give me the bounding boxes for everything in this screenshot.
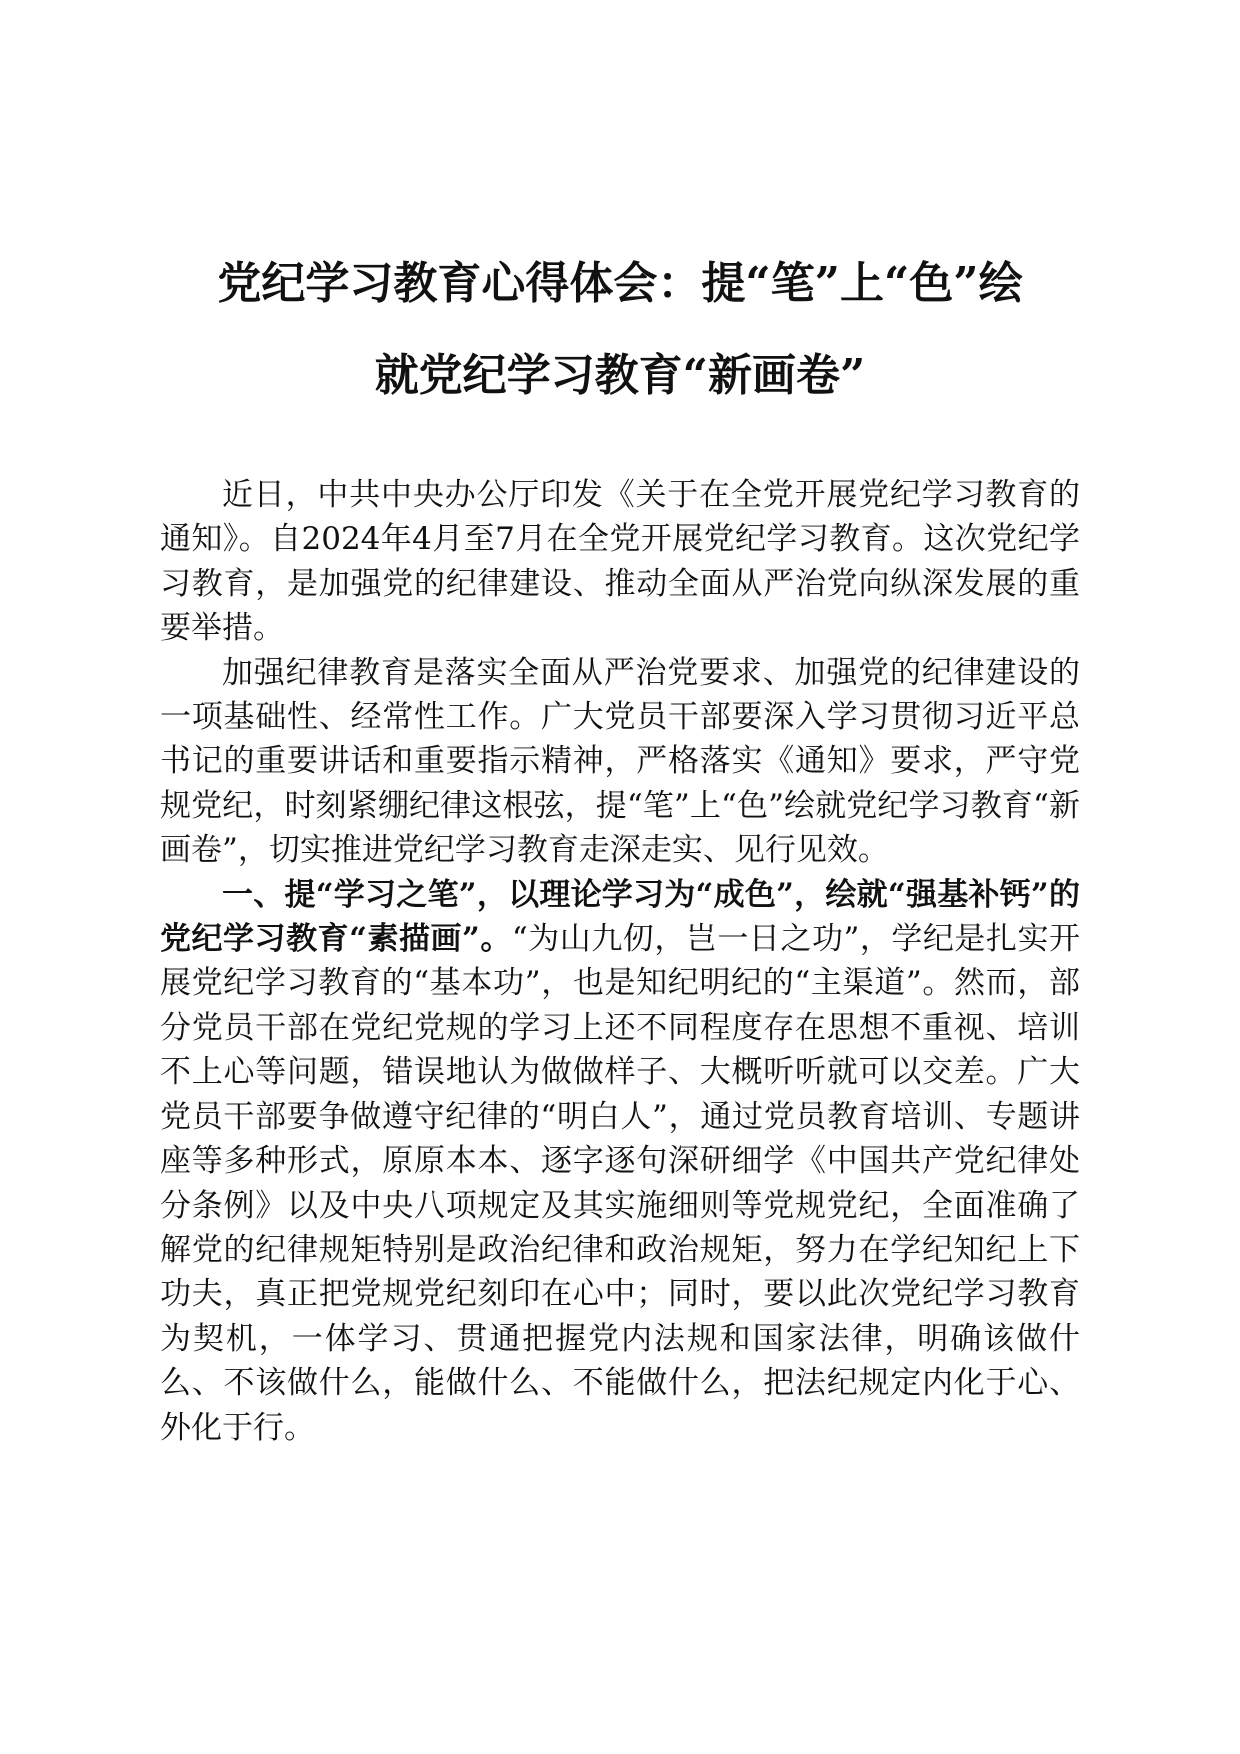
document-body: [160, 473, 1080, 1450]
paragraph-discipline-education: [160, 651, 1080, 873]
paragraph-text: “为山九仞，岂一日之功”，学纪是扎实开展党纪学习教育的“基本功”，也是知纪明纪的“主渠道”。然而，部分党员干部在党纪党规的学习上还不同程度存在思想不重视、培训不上心等问题，错误地认为做做样子、大概听听就可以交差。广大党员干部要争做遵守纪律的“明白人”，通过党员教育培训、专题讲座等多种形式，原原本本、逐字逐句深研细学《中国共产党纪律处分条例》以及中央八项规定及其实施细则等党规党纪，全面准确了解党的纪律规矩特别是政治纪律和政治规矩，努力在学纪知纪上下功夫，真正把党规党纪刻印在心中；同时，要以此次党纪学习教育为契机，一体学习、贯通把握党内法规和国家法律，明确该做什么、不该做什么，能做什么、不能做什么，把法纪规定内化于心、外化于行。: [160, 921, 1080, 1446]
title-line-1: 党纪学习教育心得体会：提“笔”上“色”绘: [217, 258, 1023, 309]
paragraph-text: 加强纪律教育是落实全面从严治党要求、加强党的纪律建设的一项基础性、经常性工作。广大党员干部要深入学习贯彻习近平总书记的重要讲话和重要指示精神，严格落实《通知》要求，严守党规党纪，时刻紧绷纪律这根弦，提“笔”上“色”绘就党纪学习教育“新画卷”，切实推进党纪学习教育走深走实、见行见效。: [160, 654, 1080, 869]
document-title: [150, 238, 1090, 422]
paragraph-intro: [160, 473, 1080, 651]
title-line-2: 就党纪学习教育“新画卷”: [374, 350, 866, 401]
paragraph-section-one: [160, 873, 1080, 1450]
paragraph-text: 近日，中共中央办公厅印发《关于在全党开展党纪学习教育的通知》。自2024年4月至7月在全党开展党纪学习教育。这次党纪学习教育，是加强党的纪律建设、推动全面从严治党向纵深发展的重要举措。: [160, 477, 1080, 647]
section-heading: 一、提“学习之笔”，以理论学习为“成色”，绘就“强基补钙”的党纪学习教育“素描画”。: [160, 876, 1080, 958]
